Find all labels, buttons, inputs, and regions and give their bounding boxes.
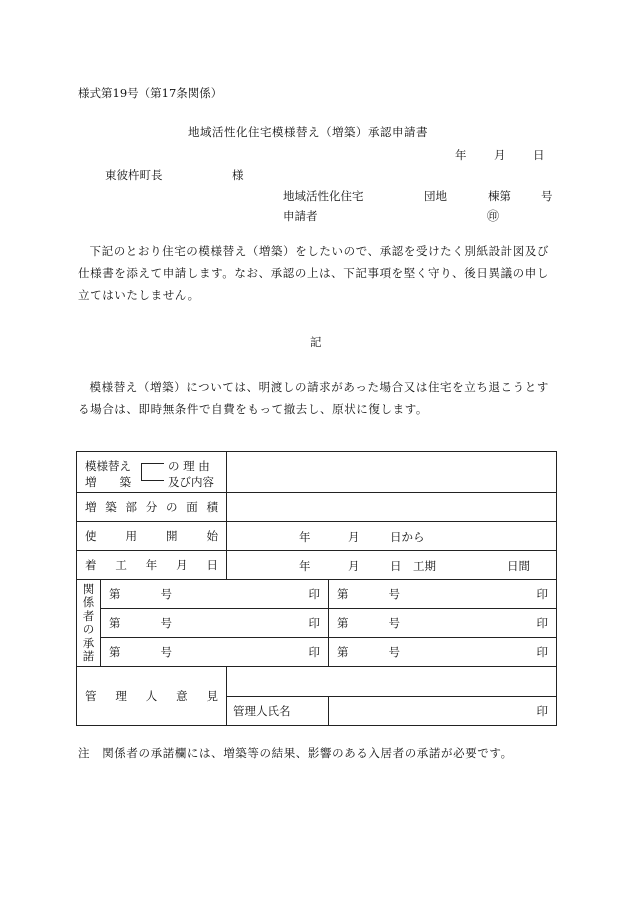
consent-left-1[interactable] xyxy=(101,580,329,609)
begin-date-field[interactable] xyxy=(227,551,557,580)
area-field[interactable] xyxy=(227,493,557,522)
label-char: 関 xyxy=(82,581,95,596)
reason-field[interactable] xyxy=(227,452,557,493)
begin-label-cell xyxy=(77,551,227,580)
consent-left-dai: 第 xyxy=(109,616,121,630)
begin-day: 日 xyxy=(390,559,402,573)
label-char: 開 xyxy=(166,529,178,543)
consent-right-1[interactable] xyxy=(329,580,557,609)
reason-right-2: 及び内容 xyxy=(168,475,214,489)
body-paragraph: 下記のとおり住宅の模様替え（増築）をしたいので、承認を受けたく別紙設計図及び仕様書を添えて申請します。なお、承認の上は、下記事項を堅く守り、後日異議の申し立てはいたしません。 xyxy=(78,244,550,302)
consent-right-go: 号 xyxy=(388,616,400,630)
start-label xyxy=(77,528,226,544)
footnote: 注 関係者の承諾欄には、増築等の結果、影響のある入居者の承諾が必要です。 xyxy=(78,746,513,760)
consent-right-dai: 第 xyxy=(337,616,349,630)
manager-label xyxy=(77,688,226,704)
start-day: 日から xyxy=(390,530,425,544)
label-char: 日 xyxy=(206,558,218,572)
consent-label-cell xyxy=(77,580,101,667)
label-char: 月 xyxy=(176,558,188,572)
label-char: 増 xyxy=(85,500,97,514)
label-char: 築 xyxy=(105,500,117,514)
manager-opinion-field[interactable] xyxy=(227,667,557,697)
manager-seal: 印 xyxy=(536,703,549,718)
consent-left-seal: 印 xyxy=(308,587,320,601)
bracket-shape xyxy=(141,463,164,481)
manager-label-cell xyxy=(77,667,227,726)
label-char: 分 xyxy=(145,500,158,514)
begin-label xyxy=(77,557,226,573)
applicant-building: 棟第 xyxy=(488,189,511,203)
label-char: 用 xyxy=(125,529,137,543)
consent-right-go: 号 xyxy=(388,645,400,659)
reason-row xyxy=(77,452,557,493)
reason-left-2: 増 築 xyxy=(85,475,131,489)
consent-right-seal: 印 xyxy=(536,616,549,630)
area-label-cell xyxy=(77,493,227,522)
application-table xyxy=(76,451,557,726)
manager-name-field[interactable] xyxy=(329,696,557,726)
label-char: 理 xyxy=(115,689,127,703)
consent-left-2[interactable] xyxy=(101,609,329,638)
consent-row xyxy=(77,638,557,667)
label-char: 始 xyxy=(206,529,218,543)
reason-label-cell xyxy=(77,452,227,493)
applicant-number: 号 xyxy=(541,189,553,203)
consent-right-go: 号 xyxy=(388,587,400,601)
start-row xyxy=(77,522,557,551)
consent-right-seal: 印 xyxy=(536,587,549,601)
date-year: 年 xyxy=(455,148,467,162)
reason-right-1: の 理 由 xyxy=(168,459,210,473)
seal-icon: ㊞ xyxy=(487,209,500,223)
label-char: 人 xyxy=(145,689,158,703)
consent-right-dai: 第 xyxy=(337,587,349,601)
start-date-field[interactable] xyxy=(227,522,557,551)
page-title: 地域活性化住宅模様替え（増築）承認申請書 xyxy=(188,125,428,139)
label-char: 面 xyxy=(186,500,198,514)
consent-right-dai: 第 xyxy=(337,645,349,659)
label-char: 諾 xyxy=(82,649,95,663)
begin-row xyxy=(77,551,557,580)
label-char: 承 xyxy=(82,635,95,650)
start-label-cell xyxy=(77,522,227,551)
consent-left-go: 号 xyxy=(160,616,172,630)
consent-left-go: 号 xyxy=(160,587,172,601)
label-char: 係 xyxy=(82,595,95,609)
label-char: 管 xyxy=(85,689,97,703)
consent-right-3[interactable] xyxy=(329,638,557,667)
manager-name-label-cell xyxy=(227,696,329,726)
form-number: 様式第19号（第17条関係） xyxy=(78,86,223,100)
consent-left-seal: 印 xyxy=(308,645,320,659)
addressee-mayor: 東彼杵町長 xyxy=(105,168,163,182)
consent-left-3[interactable] xyxy=(101,638,329,667)
label-char: 使 xyxy=(85,529,97,543)
area-label xyxy=(77,499,226,515)
label-char: の xyxy=(166,500,178,514)
label-char: 部 xyxy=(125,500,137,514)
label-char: 者 xyxy=(82,608,95,623)
label-char: 工 xyxy=(115,558,127,572)
label-char: の xyxy=(82,622,95,636)
consent-left-go: 号 xyxy=(160,645,172,659)
applicant-label: 申請者 xyxy=(283,209,318,223)
applicant-danchi: 団地 xyxy=(424,189,447,203)
begin-year: 年 xyxy=(299,559,311,573)
manager-name-label: 管理人氏名 xyxy=(233,703,291,718)
period-label: 工期 xyxy=(413,559,436,573)
ki-heading: 記 xyxy=(310,335,322,349)
addressee-honorific: 様 xyxy=(232,168,244,182)
consent-left-dai: 第 xyxy=(109,645,121,659)
condition-paragraph: 模様替え（増築）については、明渡しの請求があった場合又は住宅を立ち退こうとする場合は、即時無条件で自費をもって撤去し、原状に復します。 xyxy=(78,380,549,416)
consent-left-seal: 印 xyxy=(308,616,320,630)
label-char: 見 xyxy=(206,689,218,703)
start-year: 年 xyxy=(299,530,311,544)
date-day: 日 xyxy=(533,148,545,162)
date-month: 月 xyxy=(494,148,506,162)
begin-month: 月 xyxy=(348,559,360,573)
consent-label xyxy=(77,583,100,664)
label-char: 積 xyxy=(206,500,218,514)
reason-left-1: 模様替え xyxy=(85,459,131,473)
label-char: 着 xyxy=(85,558,97,572)
label-char: 意 xyxy=(176,689,188,703)
manager-row xyxy=(77,667,557,697)
applicant-housing: 地域活性化住宅 xyxy=(283,189,364,203)
area-row xyxy=(77,493,557,522)
start-month: 月 xyxy=(348,530,360,544)
period-unit: 日間 xyxy=(507,559,530,573)
consent-row xyxy=(77,609,557,638)
consent-row xyxy=(77,580,557,609)
consent-right-seal: 印 xyxy=(536,645,549,659)
consent-left-dai: 第 xyxy=(109,587,121,601)
label-char: 年 xyxy=(145,558,158,572)
consent-right-2[interactable] xyxy=(329,609,557,638)
